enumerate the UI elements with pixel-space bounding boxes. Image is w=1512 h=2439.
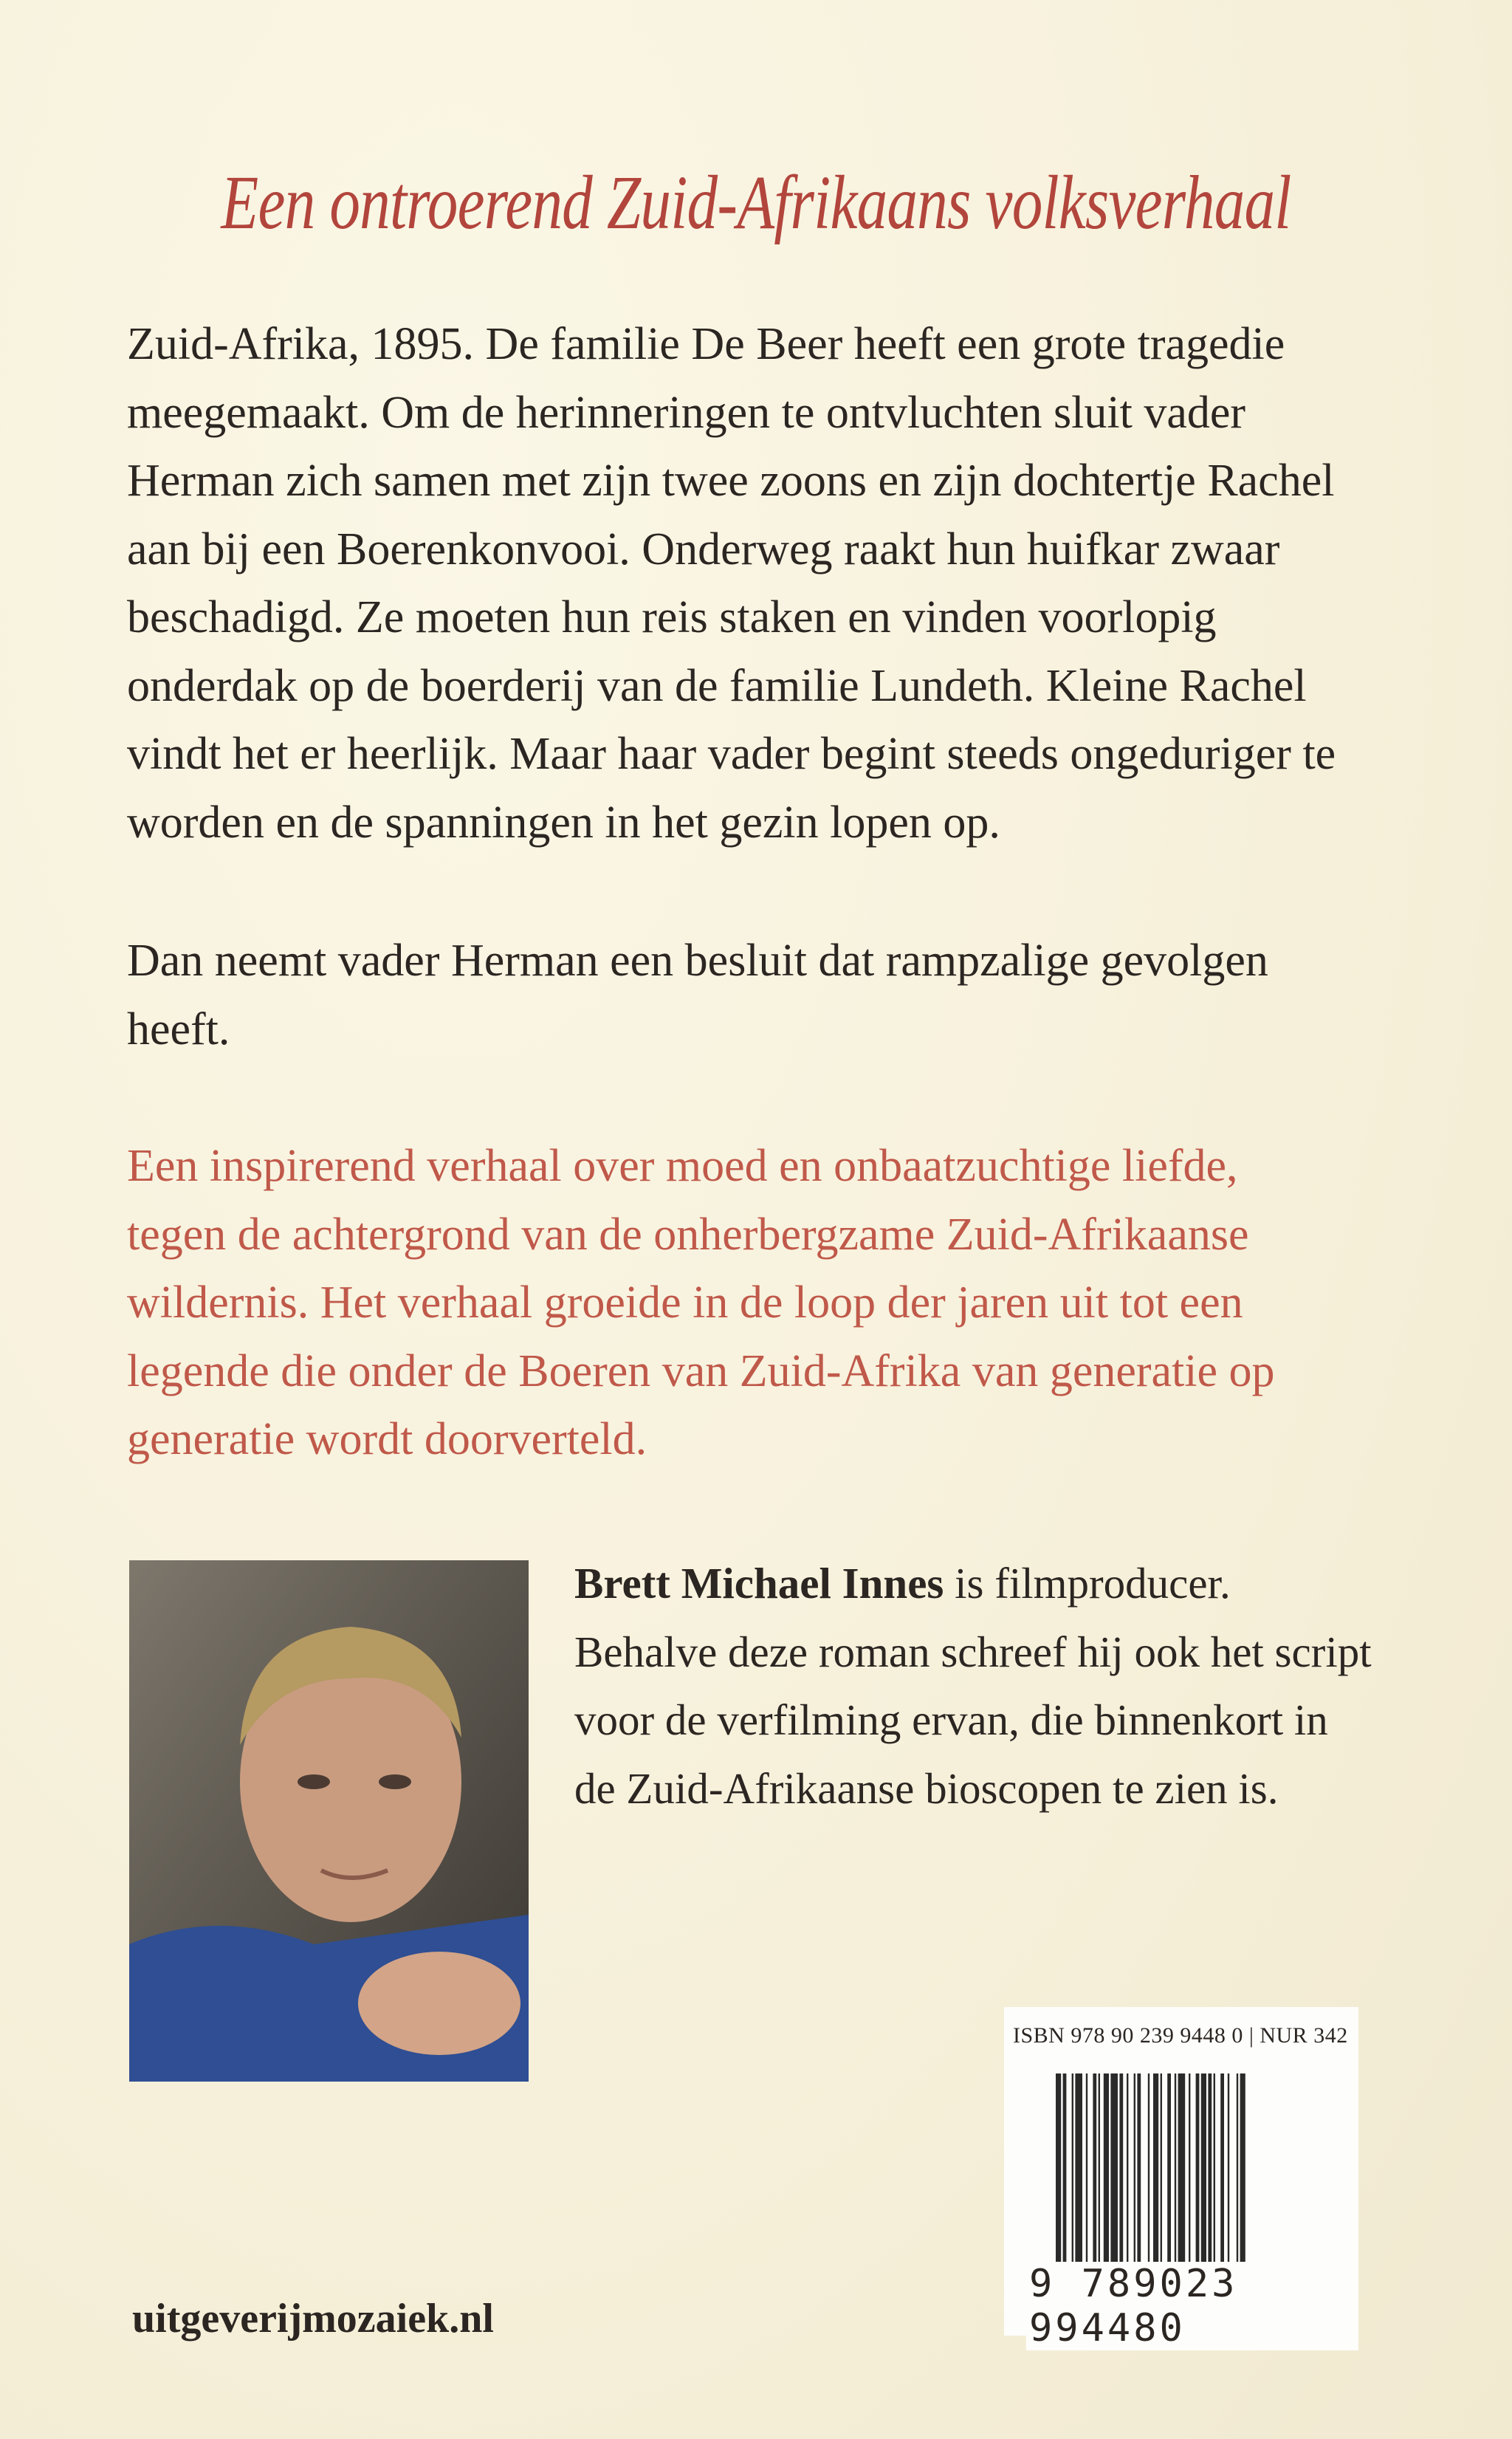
text-line: beschadigd. Ze moeten hun reis staken en vinden voorlopig xyxy=(127,592,1217,642)
text-line: Herman zich samen met zijn twee zoons en zijn dochtertje Rachel xyxy=(127,456,1335,506)
cover-tagline: Een ontroerend Zuid-Afrikaans volksverhaal xyxy=(221,160,1291,245)
barcode-bar xyxy=(1208,2073,1212,2288)
barcode-bar xyxy=(1137,2073,1141,2288)
barcode-bar xyxy=(1075,2073,1082,2288)
barcode-bar xyxy=(1110,2073,1118,2288)
barcode-bar xyxy=(1134,2073,1135,2288)
barcode-bar xyxy=(1099,2073,1100,2288)
text-line: de Zuid-Afrikaanse bioscopen te zien is. xyxy=(574,1763,1279,1813)
text-line: Behalve deze roman schreef hij ook het script xyxy=(574,1627,1372,1676)
barcode-bar xyxy=(1153,2073,1158,2288)
text-line: onderdak op de boerderij van de familie Lundeth. Kleine Rachel xyxy=(127,660,1307,711)
barcode-bar xyxy=(1167,2073,1171,2288)
barcode-bar xyxy=(1237,2073,1238,2288)
author-bio xyxy=(574,1549,1372,1822)
barcode-bar xyxy=(1220,2073,1224,2288)
barcode-bar xyxy=(1063,2073,1067,2288)
barcode-bar xyxy=(1228,2073,1229,2288)
barcode-bar xyxy=(1178,2073,1186,2288)
barcode-bar xyxy=(1201,2073,1206,2288)
synopsis-paragraph-1 xyxy=(127,310,1336,857)
barcode-bar xyxy=(1214,2073,1215,2288)
text-line: heeft. xyxy=(127,1004,230,1054)
text-fragment: is filmproducer. xyxy=(944,1559,1231,1608)
text-line: vindt het er heerlijk. Maar haar vader begint steeds ongeduriger te xyxy=(127,729,1336,779)
barcode-bar xyxy=(1086,2073,1087,2288)
barcode-bar xyxy=(1056,2073,1061,2288)
text-line xyxy=(574,1549,1372,1618)
barcode-bar xyxy=(1175,2073,1176,2288)
barcode xyxy=(1056,2073,1329,2288)
isbn-text: ISBN 978 90 239 9448 0 | NUR 342 xyxy=(1013,2023,1348,2048)
text-line: worden en de spanningen in het gezin lopen op. xyxy=(127,797,1000,848)
barcode-bar xyxy=(1104,2073,1109,2288)
barcode-bar xyxy=(1148,2073,1150,2288)
barcode-bar xyxy=(1240,2073,1245,2288)
synopsis-paragraph-2 xyxy=(127,927,1268,1063)
barcode-bar xyxy=(1119,2073,1123,2288)
highlight-paragraph xyxy=(127,1132,1275,1474)
text-line: generatie wordt doorverteld. xyxy=(127,1414,647,1464)
text-line: legende die onder de Boeren van Zuid-Afrika van generatie op xyxy=(127,1345,1275,1396)
text-line: Een inspirerend verhaal over moed en onbaatzuchtige liefde, xyxy=(127,1141,1238,1191)
text-line: aan bij een Boerenkonvooi. Onderweg raakt hun huifkar zwaar xyxy=(127,524,1280,574)
barcode-bar xyxy=(1196,2073,1200,2288)
barcode-bar xyxy=(1127,2073,1128,2288)
barcode-bar xyxy=(1161,2073,1162,2288)
text-line: meegemaakt. Om de herinneringen te ontvluchten sluit vader xyxy=(127,387,1246,438)
barcode-bar xyxy=(1072,2073,1073,2288)
barcode-number: 9 789023 994480 xyxy=(1026,2262,1358,2350)
text-line: Dan neemt vader Herman een besluit dat rampzalige gevolgen xyxy=(127,936,1268,986)
text-line: wildernis. Het verhaal groeide in de loop der jaren uit tot een xyxy=(127,1277,1243,1328)
author-photo xyxy=(129,1560,529,2082)
text-line: Zuid-Afrika, 1895. De familie De Beer heeft een grote tragedie xyxy=(127,319,1285,369)
barcode-bar xyxy=(1189,2073,1190,2288)
publisher-website[interactable]: uitgeverijmozaiek.nl xyxy=(132,2296,494,2342)
text-line: tegen de achtergrond van de onherbergzame Zuid-Afrikaanse xyxy=(127,1209,1249,1260)
isbn-barcode-block xyxy=(1004,2007,1358,2350)
author-name: Brett Michael Innes xyxy=(574,1559,944,1608)
barcode-bar xyxy=(1093,2073,1096,2288)
text-line: voor de verfilming ervan, die binnenkort in xyxy=(574,1695,1328,1744)
